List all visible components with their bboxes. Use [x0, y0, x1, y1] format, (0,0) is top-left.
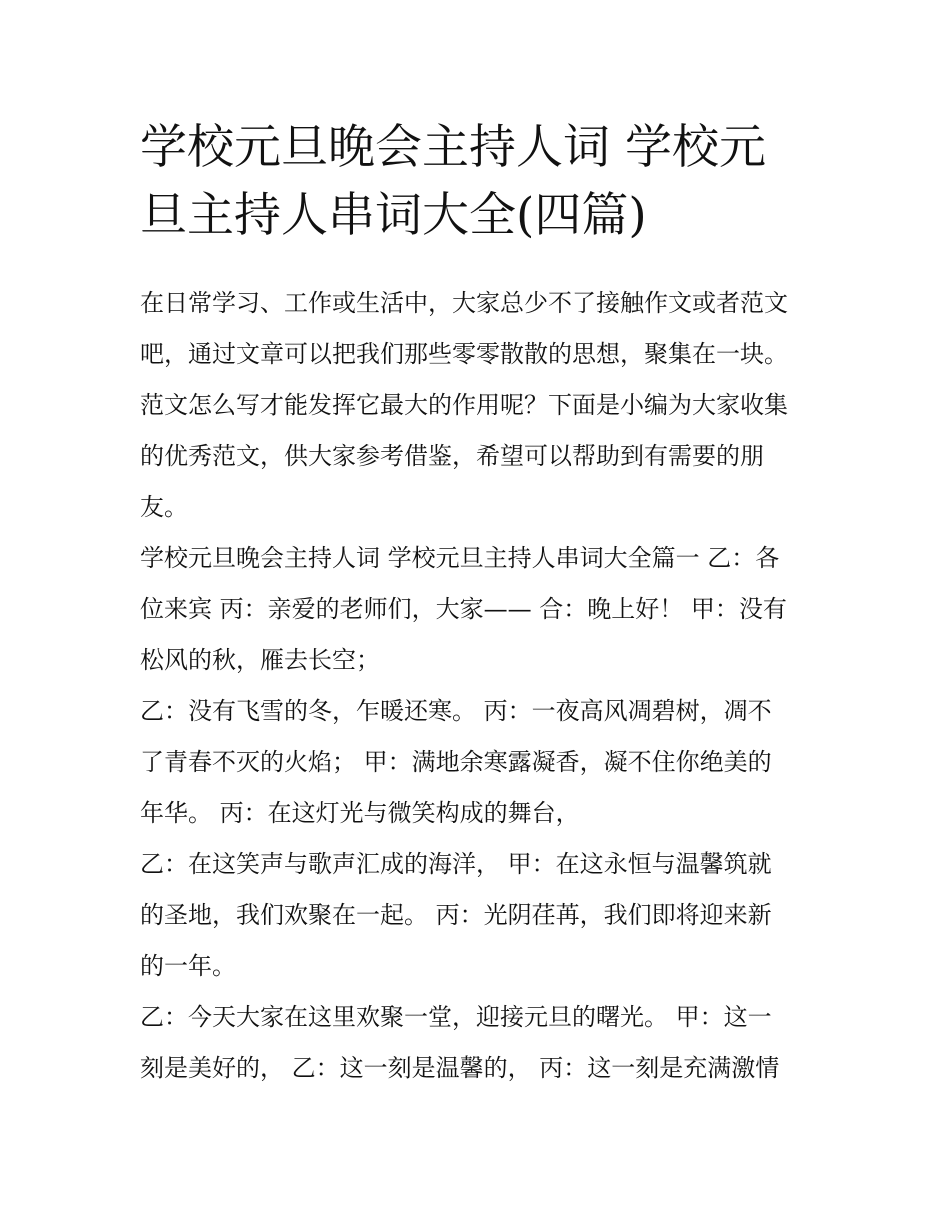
body-line: 范文怎么写才能发挥它最大的作用呢？下面是小编为大家收集 [140, 391, 788, 419]
body-line: 年华。 丙：在这灯光与微笑构成的舞台， [140, 799, 580, 827]
body-line: 了青春不灭的火焰； 甲：满地余寒露凝香，凝不住你绝美的 [140, 748, 772, 776]
body-line: 位来宾 丙：亲爱的老师们，大家—— 合：晚上好！ 甲：没有 [140, 595, 787, 623]
document-body [140, 278, 830, 1094]
body-line: 学校元旦晚会主持人词 学校元旦主持人串词大全篇一 乙：各 [140, 544, 780, 572]
body-line: 乙：在这笑声与歌声汇成的海洋， 甲：在这永恒与温馨筑就 [140, 850, 772, 878]
title-line: 学校元旦晚会主持人词 学校元 [140, 120, 766, 175]
body-line: 刻是美好的， 乙：这一刻是温馨的， 丙：这一刻是充满激情 [140, 1054, 780, 1082]
body-line: 吧，通过文章可以把我们那些零零散散的思想，聚集在一块。 [140, 340, 788, 368]
body-line: 松风的秋，雁去长空； [140, 646, 380, 674]
body-line: 友。 [140, 493, 188, 521]
title-line: 旦主持人串词大全(四篇) [140, 188, 647, 243]
body-line: 乙：今天大家在这里欢聚一堂，迎接元旦的曙光。 甲：这一 [140, 1003, 772, 1031]
body-line: 的圣地，我们欢聚在一起。 丙：光阴荏苒，我们即将迎来新 [140, 901, 772, 929]
body-line: 的优秀范文，供大家参考借鉴，希望可以帮助到有需要的朋 [140, 442, 764, 470]
body-line: 在日常学习、工作或生活中，大家总少不了接触作文或者范文 [140, 289, 788, 317]
document-title [140, 114, 830, 250]
body-line: 的一年。 [140, 952, 236, 980]
body-line: 乙：没有飞雪的冬，乍暖还寒。 丙：一夜高风凋碧树，凋不 [140, 697, 772, 725]
